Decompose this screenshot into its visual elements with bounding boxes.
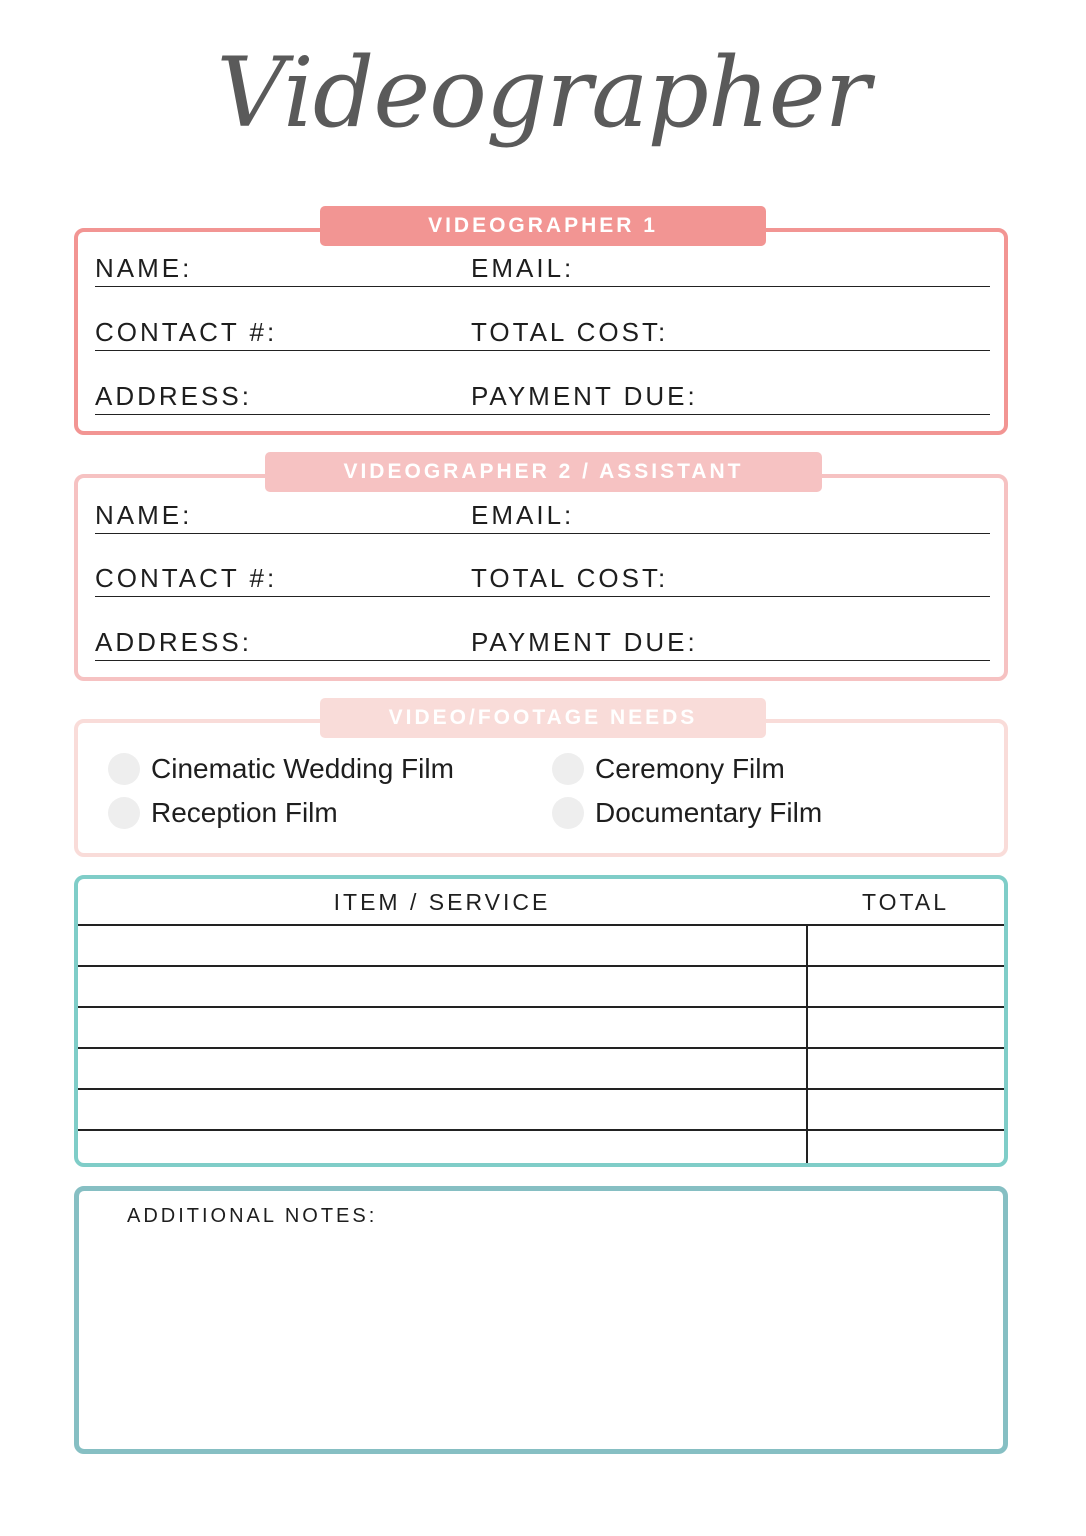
contact-cost-row[interactable] (95, 556, 990, 597)
address-payment-row[interactable] (95, 374, 990, 415)
payment-due-label: PAYMENT DUE: (471, 381, 698, 411)
contact-label: CONTACT #: (95, 317, 278, 347)
total-header: TOTAL (862, 889, 949, 915)
table-column-divider (806, 924, 808, 1167)
option-label: Reception Film (151, 797, 338, 828)
address-label: ADDRESS: (95, 627, 252, 657)
address-label: ADDRESS: (95, 381, 252, 411)
name-email-row[interactable] (95, 493, 990, 534)
table-row-divider (78, 965, 1004, 967)
checkbox-circle[interactable] (552, 753, 584, 785)
checkbox-circle[interactable] (552, 797, 584, 829)
page-title: Videographer (216, 37, 870, 149)
table-row-divider (78, 1047, 1004, 1049)
option-label: Documentary Film (595, 797, 823, 828)
checkbox-circle[interactable] (108, 797, 140, 829)
name-label: NAME: (95, 253, 193, 283)
videographer-2-header: VIDEOGRAPHER 2 / ASSISTANT (265, 452, 822, 492)
checkbox-circle[interactable] (108, 753, 140, 785)
additional-notes-label: ADDITIONAL NOTES: (127, 1205, 378, 1227)
item-service-table (74, 875, 1008, 1167)
contact-label: CONTACT #: (95, 563, 278, 593)
email-label: EMAIL: (471, 253, 575, 283)
total-cost-label: TOTAL COST: (471, 563, 669, 593)
email-label: EMAIL: (471, 500, 575, 530)
payment-due-label: PAYMENT DUE: (471, 627, 698, 657)
table-row-divider (78, 1006, 1004, 1008)
videographer-1-header: VIDEOGRAPHER 1 (320, 206, 766, 246)
total-cost-label: TOTAL COST: (471, 317, 669, 347)
additional-notes-box[interactable] (74, 1186, 1008, 1454)
option-label: Cinematic Wedding Film (151, 753, 454, 784)
table-row-divider (78, 924, 1004, 926)
item-service-header: ITEM / SERVICE (333, 889, 551, 915)
option-label: Ceremony Film (595, 753, 785, 784)
table-row-divider (78, 1088, 1004, 1090)
name-label: NAME: (95, 500, 193, 530)
table-row-divider (78, 1129, 1004, 1131)
video-needs-header: VIDEO/FOOTAGE NEEDS (320, 698, 766, 738)
contact-cost-row[interactable] (95, 310, 990, 351)
name-email-row[interactable] (95, 246, 990, 287)
address-payment-row[interactable] (95, 620, 990, 661)
